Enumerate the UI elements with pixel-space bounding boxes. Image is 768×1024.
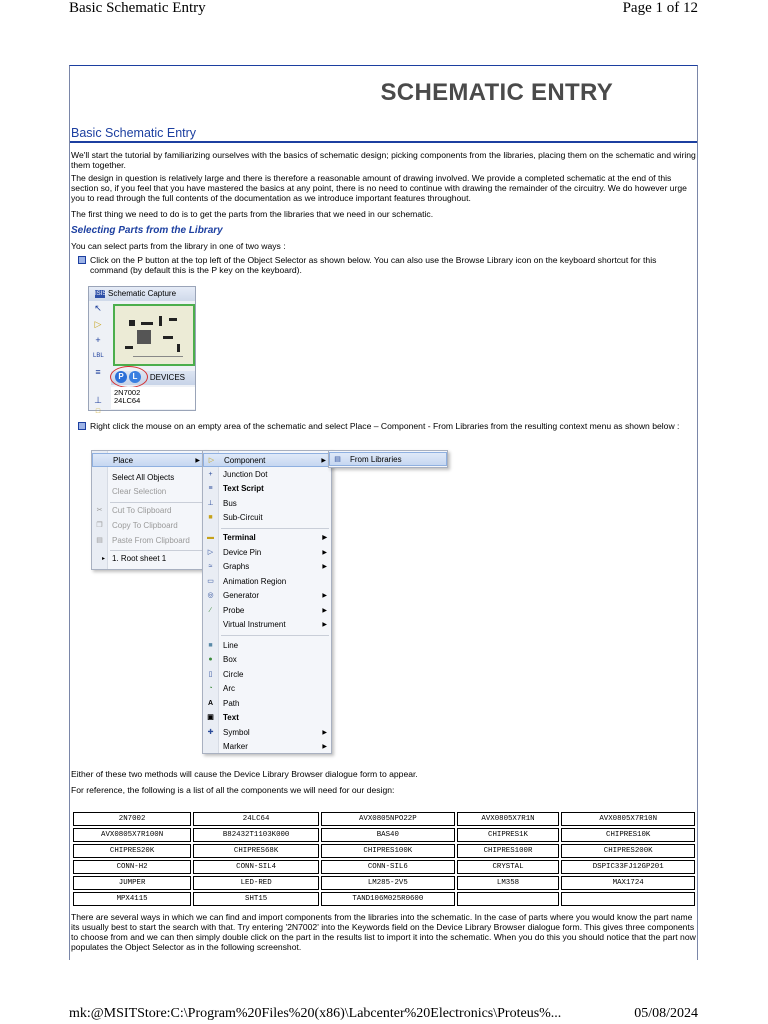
print-header (0, 0, 768, 22)
table-cell: BAS40 (321, 828, 455, 842)
table-cell: CHIPRES100R (457, 844, 560, 858)
table-cell: AVX0805NPO22P (321, 812, 455, 826)
context-menu-screenshot (91, 450, 206, 570)
scissors-icon: ✂ (96, 507, 103, 514)
subcircuit-icon: □ (95, 408, 101, 415)
menu-item-probe: ∕ Probe ▶ (203, 604, 331, 618)
table-cell: B82432T1103K000 (193, 828, 319, 842)
menu-item-place: Place ▶ (92, 453, 205, 467)
animation-region-icon: ▭ (207, 578, 214, 585)
highlight-circle (110, 366, 148, 388)
library-icon: ▤ (334, 456, 341, 463)
menu-item-generator: ◎ Generator ▶ (207, 591, 327, 600)
text-script-icon: ≡ (95, 367, 101, 377)
menu-item-clear-selection: Clear Selection (112, 487, 167, 496)
overview-preview (113, 304, 195, 366)
component-icon: ▷ (208, 457, 215, 464)
circle-icon: ▯ (208, 671, 213, 678)
document-frame (69, 65, 698, 960)
menu-item-text-script: ≡ Text Script (203, 482, 331, 496)
table-cell: LED-RED (193, 876, 319, 890)
bullet-icon (78, 256, 86, 264)
table-cell: CHIPRES100K (321, 844, 455, 858)
menu-item-sub-circuit: ■ Sub-Circuit (203, 511, 331, 525)
pick-devices-button: P (115, 371, 127, 383)
component-submenu (328, 450, 448, 468)
table-cell: CRYSTAL (457, 860, 560, 874)
table-cell: AVX0805X7R1N (457, 812, 560, 826)
bullet-icon (78, 422, 86, 430)
table-cell (457, 892, 560, 906)
menu-item-line: ■ Line (203, 639, 331, 653)
menu-item-graphs: ≈ Graphs ▶ (203, 560, 331, 574)
menu-item-animation-region: ▭ Animation Region (207, 577, 287, 586)
list-item: 24LC64 (114, 396, 141, 405)
table-row (73, 844, 695, 858)
table-cell: CONN-SIL6 (321, 860, 455, 874)
table-cell: DSPIC33FJ12GP201 (561, 860, 695, 874)
table-row (73, 860, 695, 874)
table-row (73, 812, 695, 826)
tool-strip (89, 303, 109, 415)
device-list (111, 387, 195, 409)
menu-item-cut: ✂ Cut To Clipboard (96, 506, 172, 515)
table-cell: CONN-H2 (73, 860, 191, 874)
menu-item-circle: ▯ Circle (203, 668, 331, 682)
menu-item-device-pin: ▷ Device Pin ▶ (207, 548, 327, 557)
table-cell: MPX4115 (73, 892, 191, 906)
source-path: mk:@MSITStore:C:\Program%20Files%20(x86)\Labcenter%20Electronics\Proteus%... (69, 1006, 562, 1021)
intro-paragraph-3: The first thing we need to do is to get the parts from the libraries that we need in our schematic. (71, 209, 434, 219)
place-submenu (202, 450, 332, 754)
table-row (73, 876, 695, 890)
print-date: 05/08/2024 (634, 1006, 698, 1021)
table-cell: 24LC64 (193, 812, 319, 826)
devices-header: DEVICES (111, 371, 195, 385)
table-cell: AVX0805X7R100N (73, 828, 191, 842)
page-title: SCHEMATIC ENTRY (380, 79, 613, 106)
table-row (73, 828, 695, 842)
path-icon: A (207, 700, 214, 707)
screenshot-titlebar (89, 287, 195, 301)
wire-label-icon: LBL (93, 353, 104, 359)
menu-item-bus: ⊥ Bus (207, 499, 237, 508)
bus-icon: ⊥ (207, 500, 214, 507)
bullet-text-1: Click on the P button at the top left of the Object Selector as shown below. You can also use the Browse Library icon on the keyboard shortcut for this command (by default this is the P key on the keyboard). (90, 255, 657, 275)
menu-item-root-sheet: ▸ 1. Root sheet 1 (102, 554, 167, 563)
arc-icon: ◔ (208, 685, 213, 692)
table-cell (561, 892, 695, 906)
table-cell: 2N7002 (73, 812, 191, 826)
component-mode-icon: ▷ (94, 319, 102, 329)
menu-item-marker: Marker ▶ (223, 742, 327, 751)
section-title: Basic Schematic Entry (71, 126, 197, 140)
generator-icon: ◎ (207, 592, 214, 599)
device-pin-icon: ▷ (207, 549, 214, 556)
menu-item-select-all: Select All Objects (112, 473, 175, 482)
table-cell: LM285-2V5 (321, 876, 455, 890)
bus-icon: ⊥ (94, 395, 102, 405)
subsection-title: Selecting Parts from the Library (71, 225, 223, 236)
menu-item-copy: ❐ Copy To Clipboard (96, 521, 178, 530)
object-selector-screenshot (88, 286, 196, 415)
table-cell: AVX0805X7R10N (561, 812, 695, 826)
symbol-icon: ✚ (207, 729, 214, 736)
section-divider (70, 141, 697, 143)
box-icon: ● (208, 656, 213, 663)
menu-item-terminal: ▬ Terminal ▶ (207, 533, 327, 542)
subcircuit-icon: ■ (208, 514, 213, 521)
ways-intro: You can select parts from the library in one of two ways : (71, 241, 286, 251)
copy-icon: ❐ (96, 522, 103, 529)
intro-paragraph-1: We'll start the tutorial by familiarizing ourselves with the basics of schematic design; picking components from the libraries, placing them on the schematic and wiring them together. (71, 150, 696, 170)
menu-item-component: ▷ Component ▶ (203, 453, 331, 467)
closing-paragraph: There are several ways in which we can find and import components from the libraries into the schematic. In the case of parts where you would know the part name its usually best to start the search with that. Try entering '2N7002' into the Keywords field on the Device Library Browser dialogue form. This gives three components to choose from and we can then simply double click on the part in the results list to import it into the schematic. When you do this you should notice that the part now populates the Object Selector as in the following screenshot. (71, 912, 696, 952)
text-icon: ▣ (207, 714, 214, 721)
page-number: Page 1 of 12 (622, 0, 698, 16)
table-cell: CHIPRES20K (73, 844, 191, 858)
screenshot-title: Schematic Capture (108, 289, 177, 298)
menu-item-box: ● Box (203, 653, 331, 667)
table-cell: CHIPRES200K (561, 844, 695, 858)
after-menu-paragraph-2: For reference, the following is a list of all the components we will need for our design: (71, 785, 395, 795)
select-arrow-icon: ↖ (94, 303, 102, 313)
table-cell: SHT15 (193, 892, 319, 906)
menu-item-from-libraries: ▤ From Libraries (329, 452, 447, 466)
table-cell: TAND106M025R0600 (321, 892, 455, 906)
table-row (73, 892, 695, 906)
table-cell: JUMPER (73, 876, 191, 890)
text-script-icon: ≡ (208, 485, 213, 492)
table-cell: CHIPRES10K (561, 828, 695, 842)
menu-item-virtual-instrument: Virtual Instrument ▶ (223, 620, 327, 629)
menu-item-text: ▣ Text (207, 713, 239, 722)
graph-icon: ≈ (208, 563, 213, 570)
table-cell: CHIPRES1K (457, 828, 560, 842)
app-icon: ISIS (95, 290, 107, 297)
print-header-title: Basic Schematic Entry (69, 0, 206, 16)
junction-dot-icon: + (208, 471, 213, 478)
table-cell: MAX1724 (561, 876, 695, 890)
probe-icon: ∕ (209, 607, 212, 614)
menu-item-arc: ◔ Arc (203, 682, 331, 696)
parts-table (71, 810, 697, 908)
menu-item-paste: ▤ Paste From Clipboard (96, 536, 190, 545)
menu-item-junction-dot: + Junction Dot (203, 468, 331, 482)
menu-item-symbol: ✚ Symbol ▶ (207, 728, 327, 737)
table-cell: LM358 (457, 876, 560, 890)
table-cell: CHIPRES68K (193, 844, 319, 858)
paste-icon: ▤ (96, 537, 103, 544)
after-menu-paragraph-1: Either of these two methods will cause the Device Library Browser dialogue form to appear. (71, 769, 418, 779)
line-icon: ■ (208, 642, 213, 649)
library-manager-button: L (129, 371, 141, 383)
list-item: 2N7002 (114, 388, 141, 397)
table-cell: CONN-SIL4 (193, 860, 319, 874)
terminal-icon: ▬ (207, 534, 214, 541)
bullet-text-2: Right click the mouse on an empty area of the schematic and select Place – Component - From Libraries from the resulting context menu as shown below : (90, 421, 680, 431)
menu-item-path: A Path (207, 699, 240, 708)
intro-paragraph-2: The design in question is relatively large and there is therefore a reasonable amount of drawing involved. We provide a completed schematic at the end of this section so, if you feel that you have mastered the basics at any point, there is no need to continue with drawing the remainder of the circuitry. We do however urge you to read through the full contents of the documentation as we introduce important features throughout. (71, 173, 687, 203)
junction-dot-icon: + (95, 335, 101, 345)
